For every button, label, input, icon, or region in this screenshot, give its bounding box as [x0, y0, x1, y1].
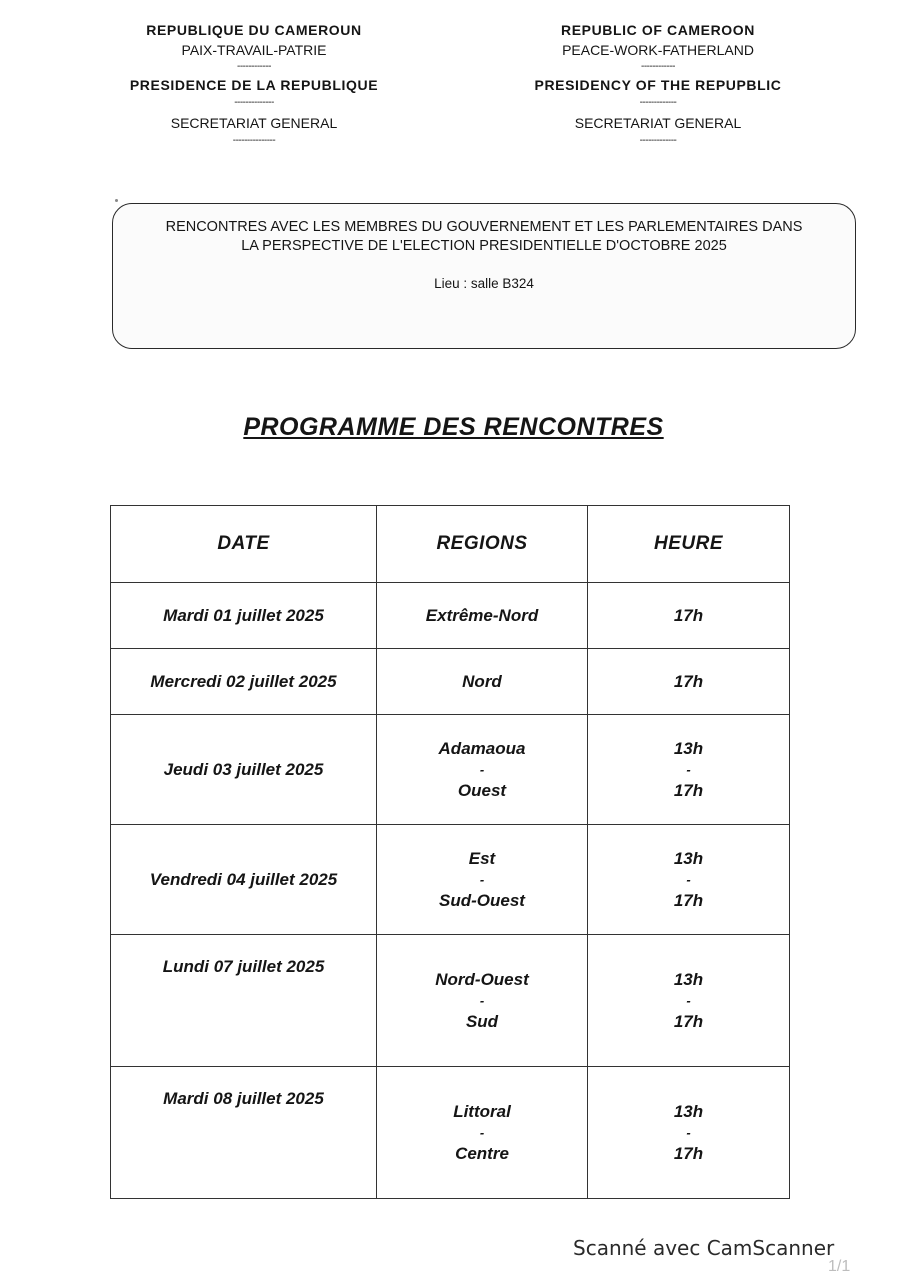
- schedule-table: [110, 505, 790, 1199]
- separator: -: [479, 992, 485, 1008]
- hour: 17h: [673, 1143, 704, 1163]
- row-date: Mardi 08 juillet 2025: [111, 1067, 377, 1199]
- header-left-french: [104, 20, 404, 148]
- region: Ouest: [457, 780, 507, 800]
- row-regions: [377, 935, 588, 1067]
- hour: 13h: [673, 848, 704, 868]
- divider: ------------: [641, 61, 675, 72]
- table-row: [111, 825, 790, 935]
- meeting-title: [113, 218, 855, 256]
- table-row: [111, 583, 790, 649]
- row-hours: [588, 825, 790, 935]
- hour: 17h: [673, 890, 704, 910]
- scanner-watermark: Scanné avec CamScanner: [573, 1236, 835, 1260]
- row-regions: [377, 583, 588, 649]
- page-number: 1/1: [828, 1258, 851, 1275]
- hour: 13h: [673, 969, 704, 989]
- row-date: Vendredi 04 juillet 2025: [111, 825, 377, 935]
- divider: -------------: [639, 135, 677, 146]
- separator: -: [686, 1124, 691, 1140]
- scan-speck: [115, 199, 118, 202]
- hour: 17h: [673, 780, 704, 800]
- region: Extrême-Nord: [425, 605, 539, 625]
- hour: 13h: [673, 738, 704, 758]
- row-hours: [588, 935, 790, 1067]
- secretariat-fr: SECRETARIAT GENERAL: [170, 115, 338, 131]
- hour: 17h: [673, 605, 704, 625]
- row-date: Lundi 07 juillet 2025: [111, 935, 377, 1067]
- hour: 17h: [673, 1011, 704, 1031]
- hour: 13h: [673, 1101, 704, 1121]
- region: Centre: [455, 1143, 509, 1163]
- row-hours: [588, 583, 790, 649]
- row-regions: [377, 1067, 588, 1199]
- row-date: Jeudi 03 juillet 2025: [111, 715, 377, 825]
- header-regions: REGIONS: [377, 506, 588, 583]
- separator: -: [686, 871, 691, 887]
- divider: ------------: [237, 61, 271, 72]
- table-row: [111, 935, 790, 1067]
- programme-title: PROGRAMME DES RENCONTRES: [243, 413, 664, 441]
- table-row: [111, 1067, 790, 1199]
- meeting-title-line2: LA PERSPECTIVE DE L'ELECTION PRESIDENTIELLE D'OCTOBRE 2025: [241, 238, 727, 254]
- separator: -: [479, 761, 485, 777]
- row-hours: [588, 715, 790, 825]
- divider: -------------: [639, 97, 677, 108]
- separator: -: [479, 871, 485, 887]
- country-name-fr: REPUBLIQUE DU CAMEROUN: [146, 22, 362, 38]
- row-date: Mercredi 02 juillet 2025: [111, 649, 377, 715]
- header-heure: HEURE: [588, 506, 790, 583]
- region: Adamaoua: [438, 738, 526, 758]
- row-hours: [588, 1067, 790, 1199]
- motto-fr: PAIX-TRAVAIL-PATRIE: [181, 42, 327, 58]
- meeting-title-line1: RENCONTRES AVEC LES MEMBRES DU GOUVERNEMENT ET LES PARLEMENTAIRES DANS: [165, 219, 803, 235]
- region: Est: [468, 848, 496, 868]
- hour: 17h: [673, 671, 704, 691]
- table-row: [111, 649, 790, 715]
- meeting-location: Lieu : salle B324: [434, 276, 534, 291]
- divider: ---------------: [232, 135, 276, 146]
- region: Nord: [462, 671, 502, 691]
- row-regions: [377, 825, 588, 935]
- region: Nord-Ouest: [435, 969, 529, 989]
- header-date: DATE: [111, 506, 377, 583]
- row-date: Mardi 01 juillet 2025: [111, 583, 377, 649]
- country-name-en: REPUBLIC OF CAMEROON: [561, 22, 755, 38]
- region: Littoral: [453, 1101, 511, 1121]
- divider: --------------: [234, 97, 274, 108]
- presidency-en: PRESIDENCY OF THE REPUPBLIC: [534, 77, 782, 93]
- header-right-english: [508, 20, 808, 148]
- region: Sud-Ouest: [439, 890, 525, 910]
- row-regions: [377, 649, 588, 715]
- table-row: [111, 715, 790, 825]
- presidency-fr: PRESIDENCE DE LA REPUBLIQUE: [129, 77, 379, 93]
- secretariat-en: SECRETARIAT GENERAL: [574, 115, 742, 131]
- separator: -: [686, 761, 691, 777]
- region: Sud: [465, 1011, 499, 1031]
- meeting-info-box: [112, 203, 856, 349]
- table-header-row: [111, 506, 790, 583]
- row-regions: [377, 715, 588, 825]
- motto-en: PEACE-WORK-FATHERLAND: [562, 42, 754, 58]
- separator: -: [686, 992, 691, 1008]
- separator: -: [479, 1124, 485, 1140]
- row-hours: [588, 649, 790, 715]
